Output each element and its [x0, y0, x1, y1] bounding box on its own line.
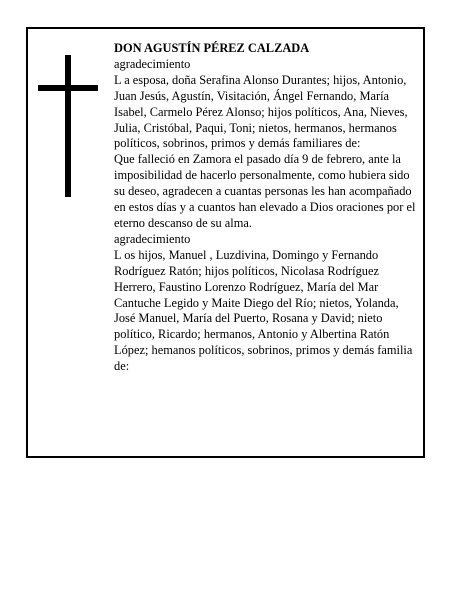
- acknowledgement-heading-2: agradecimiento: [114, 231, 191, 246]
- family-paragraph-1: L a esposa, doña Serafina Alonso Durantes; hijos, Antonio, Juan Jesús, Agustín, Visitación, Ángel Fernando, María Isabel, Carmelo Pérez Alonso; hijos políticos, Ana, Nieves, Julia, Cristóbal, Paqui, Toni; nietos, hermanos, hermanos políticos, sobrinos, primos y demás familiares de:: [114, 72, 408, 151]
- message-paragraph: Que falleció en Zamora el pasado día 9 de febrero, ante la imposibilidad de hacerlo personalmente, como hubiera sido su deseo, agradecen a cuantas personas les han acompañado en estos días y a cuantos han elevado a Dios oraciones por el eterno descanso de su alma.: [114, 152, 416, 230]
- cross-icon: [38, 55, 98, 197]
- deceased-name: DON AGUSTÍN PÉREZ CALZADA: [114, 41, 310, 55]
- obituary-notice: [26, 27, 425, 458]
- cross-horizontal-bar: [38, 85, 98, 91]
- family-paragraph-2: L os hijos, Manuel , Luzdivina, Domingo y Fernando Rodríguez Ratón; hijos políticos, Nicolasa Rodríguez Herrero, Faustino Lorenzo Rodríguez, María del Mar Cantuche Legido y Maite Diego del Río; nietos, Yolanda, José Manuel, María del Puerto, Rosana y David; nieto político, Ricardo; hermanos, Antonio y Albertina Ratón López; hemanos políticos, sobrinos, primos y demás familia de:: [114, 247, 413, 374]
- acknowledgement-heading-1: agradecimiento: [114, 56, 191, 71]
- notice-text: [114, 41, 422, 375]
- cross-vertical-bar: [65, 55, 71, 197]
